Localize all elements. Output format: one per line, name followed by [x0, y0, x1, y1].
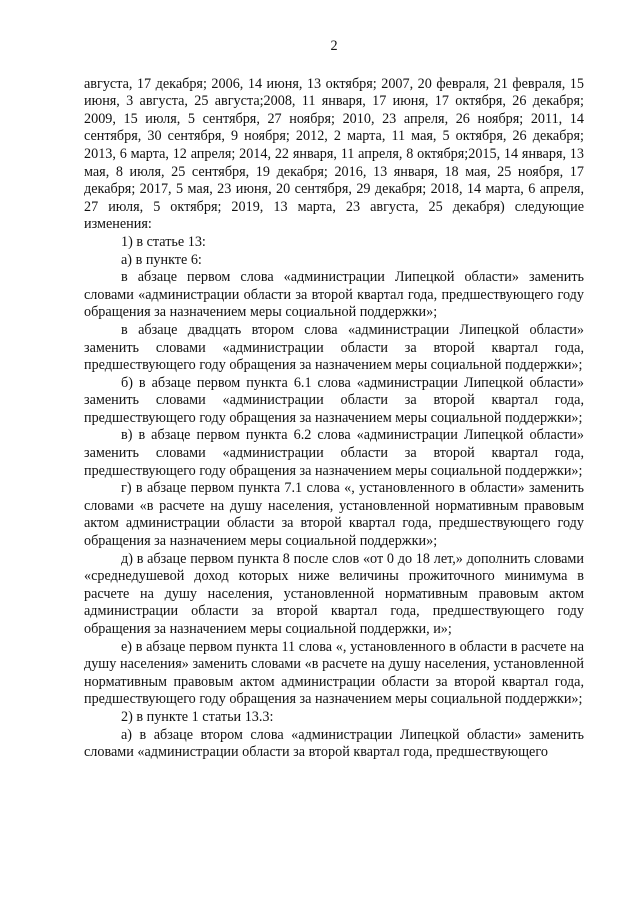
paragraph-first-abzac: в абзаце первом слова «администрации Липецкой области» заменить словами «администрации области за второй квартал года, предшествующего году обращения за назначением меры социальной поддержки»;: [84, 269, 584, 321]
paragraph-item-2-subitem-a: а) в абзаце втором слова «администрации Липецкой области» заменить словами «администрации области за второй квартал года, предшествующего: [84, 726, 584, 761]
paragraph-twenty-second-abzac: в абзаце двадцать втором слова «администрации Липецкой области» заменить словами «администрации области за второй квартал года, предшествующего году обращения за назначением меры социальной поддержки»;: [84, 321, 584, 374]
page-number: 2: [330, 38, 338, 54]
paragraph-subitem-a: а) в пункте 6:: [121, 251, 202, 268]
paragraph-item-2: 2) в пункте 1 статьи 13.3:: [121, 708, 274, 725]
paragraph-subitem-d: д) в абзаце первом пункта 8 после слов «от 0 до 18 лет,» дополнить словами «среднедушевой доход которых ниже величины прожиточного минимума в расчете на душу населения, установленной нормативным правовым актом администрации области за второй квартал года, предшествующего году обращения за назначением меры социальной поддержки, и»;: [84, 550, 584, 637]
paragraph-item-1: 1) в статье 13:: [121, 233, 206, 250]
paragraph-subitem-b: б) в абзаце первом пункта 6.1 слова «администрации Липецкой области» заменить словами «администрации области за второй квартал года, предшествующего году обращения за назначением меры социальной поддержки»;: [84, 374, 584, 426]
paragraph-subitem-v: в) в абзаце первом пункта 6.2 слова «администрации Липецкой области» заменить словами «администрации области за второй квартал года, предшествующего году обращения за назначением меры социальной поддержки»;: [84, 427, 584, 479]
paragraph-subitem-e: е) в абзаце первом пункта 11 слова «, установленного в области в расчете на душу населения» заменить словами «в расчете на душу населения, установленной нормативным правовым актом администрации области за второй квартал года, предшествующего году обращения за назначением меры социальной поддержки»;: [84, 638, 584, 708]
paragraph-subitem-g: г) в абзаце первом пункта 7.1 слова «, установленного в области» заменить словами «в расчете на душу населения, установленной нормативным правовым актом администрации области за второй квартал года, предшествующего году обращения за назначением меры социальной поддержки»;: [84, 480, 584, 550]
paragraph-amended-dates: августа, 17 декабря; 2006, 14 июня, 13 октября; 2007, 20 февраля, 21 февраля, 15 июня, 3 августа, 25 августа;2008, 11 января, 17 июня, 17 октября, 26 декабря; 2009, 15 июля, 5 сентября, 27 ноября; 2010, 23 апреля, 26 ноября; 2011, 14 сентября, 30 сентября, 9 ноября; 2012, 2 марта, 11 мая, 5 октября, 26 декабря; 2013, 6 марта, 12 апреля; 2014, 22 января, 11 апреля, 8 октября;2015, 14 января, 13 мая, 8 июля, 25 сентября, 19 декабря; 2016, 13 января, 18 мая, 25 ноября, 17 декабря; 2017, 5 мая, 23 июня, 20 сентября, 29 декабря; 2018, 14 марта, 6 апреля, 27 июля, 5 октября; 2019, 13 марта, 23 августа, 25 декабря) следующие изменения:: [84, 75, 584, 233]
